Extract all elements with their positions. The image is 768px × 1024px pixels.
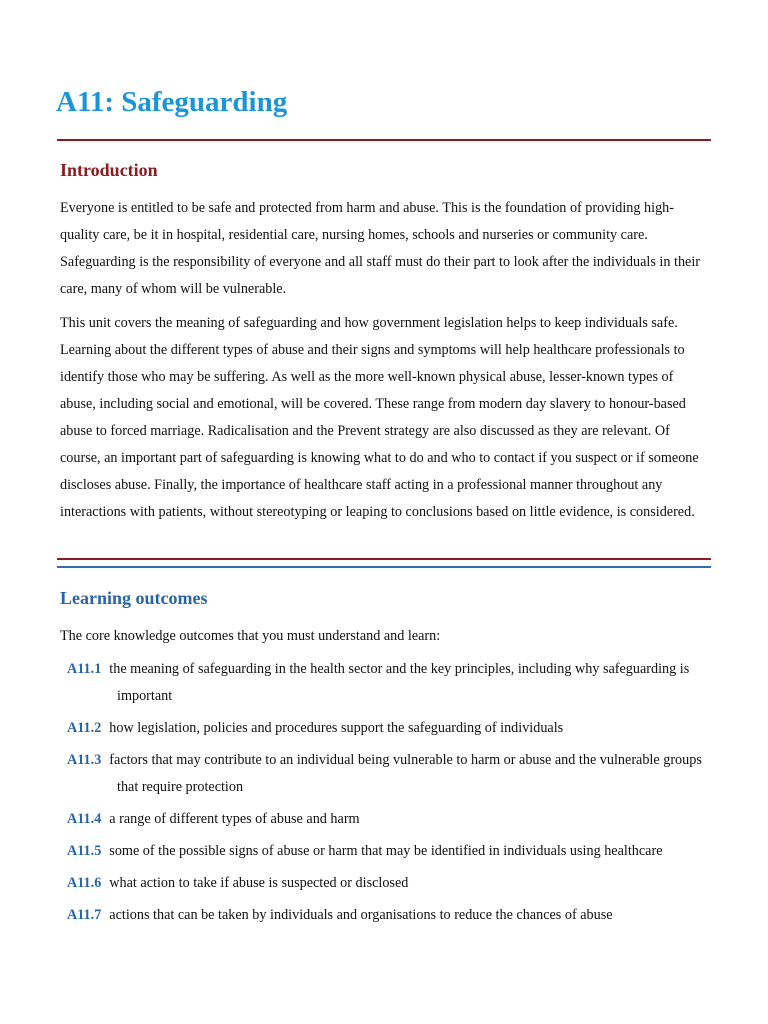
introduction-paragraph-2: This unit covers the meaning of safeguarding and how government legislation helps to keep individuals safe. Learning about the different types of abuse and their signs and symptoms will help healthcare professionals to identify those who may be suffering. As well as the more well-known physical abuse, lesser-known types of abuse, including social and emotional, will be covered. These range from modern day slavery to honour-based abuse to forced marriage. Radicalisation and the Prevent strategy are also discussed as they are relevant. Of course, an important part of safeguarding is knowing what to do and who to contact if you suspect or if someone discloses abuse. Finally, the importance of healthcare staff acting in a professional manner throughout any interactions with patients, without stereotyping or leaping to conclusions based on little evidence, is considered. — [60, 315, 699, 520]
outcome-code: A11.2 — [67, 720, 102, 736]
outcome-item — [67, 806, 707, 833]
outcome-code: A11.3 — [67, 752, 102, 768]
outcome-item — [67, 902, 707, 929]
outcome-code: A11.4 — [67, 811, 102, 827]
outcome-code: A11.7 — [67, 907, 102, 923]
outcome-item — [67, 715, 707, 742]
outcome-text: a range of different types of abuse and harm — [109, 811, 360, 827]
outcome-text: what action to take if abuse is suspected or disclosed — [109, 875, 409, 891]
section-divider-blue — [57, 566, 711, 568]
outcome-text: some of the possible signs of abuse or harm that may be identified in individuals using healthcare — [109, 843, 663, 859]
outcome-code: A11.6 — [67, 875, 102, 891]
section-divider-red — [57, 558, 711, 560]
outcome-text: actions that can be taken by individuals and organisations to reduce the chances of abuse — [109, 907, 613, 923]
outcome-item — [67, 747, 707, 801]
learning-outcomes-list — [67, 656, 707, 934]
outcome-text: factors that may contribute to an individual being vulnerable to harm or abuse and the vulnerable groups that require protection — [109, 752, 702, 795]
learning-outcomes-heading: Learning outcomes — [60, 588, 208, 608]
page-title: A11: Safeguarding — [56, 86, 288, 118]
outcome-text: the meaning of safeguarding in the health sector and the key principles, including why safeguarding is important — [109, 661, 690, 704]
introduction-paragraph-1: Everyone is entitled to be safe and protected from harm and abuse. This is the foundation of providing high-quality care, be it in hospital, residential care, nursing homes, schools and nurseries or community care. Safeguarding is the responsibility of everyone and all staff must do their part to look after the individuals in their care, many of whom will be vulnerable. — [60, 200, 700, 297]
outcome-text: how legislation, policies and procedures support the safeguarding of individuals — [109, 720, 564, 736]
outcome-code: A11.5 — [67, 843, 102, 859]
learning-outcomes-intro: The core knowledge outcomes that you must understand and learn: — [60, 628, 441, 644]
title-divider — [57, 139, 711, 141]
outcome-item — [67, 656, 707, 710]
outcome-item — [67, 870, 707, 897]
introduction-heading: Introduction — [60, 160, 158, 180]
outcome-item — [67, 838, 707, 865]
outcome-code: A11.1 — [67, 661, 102, 677]
